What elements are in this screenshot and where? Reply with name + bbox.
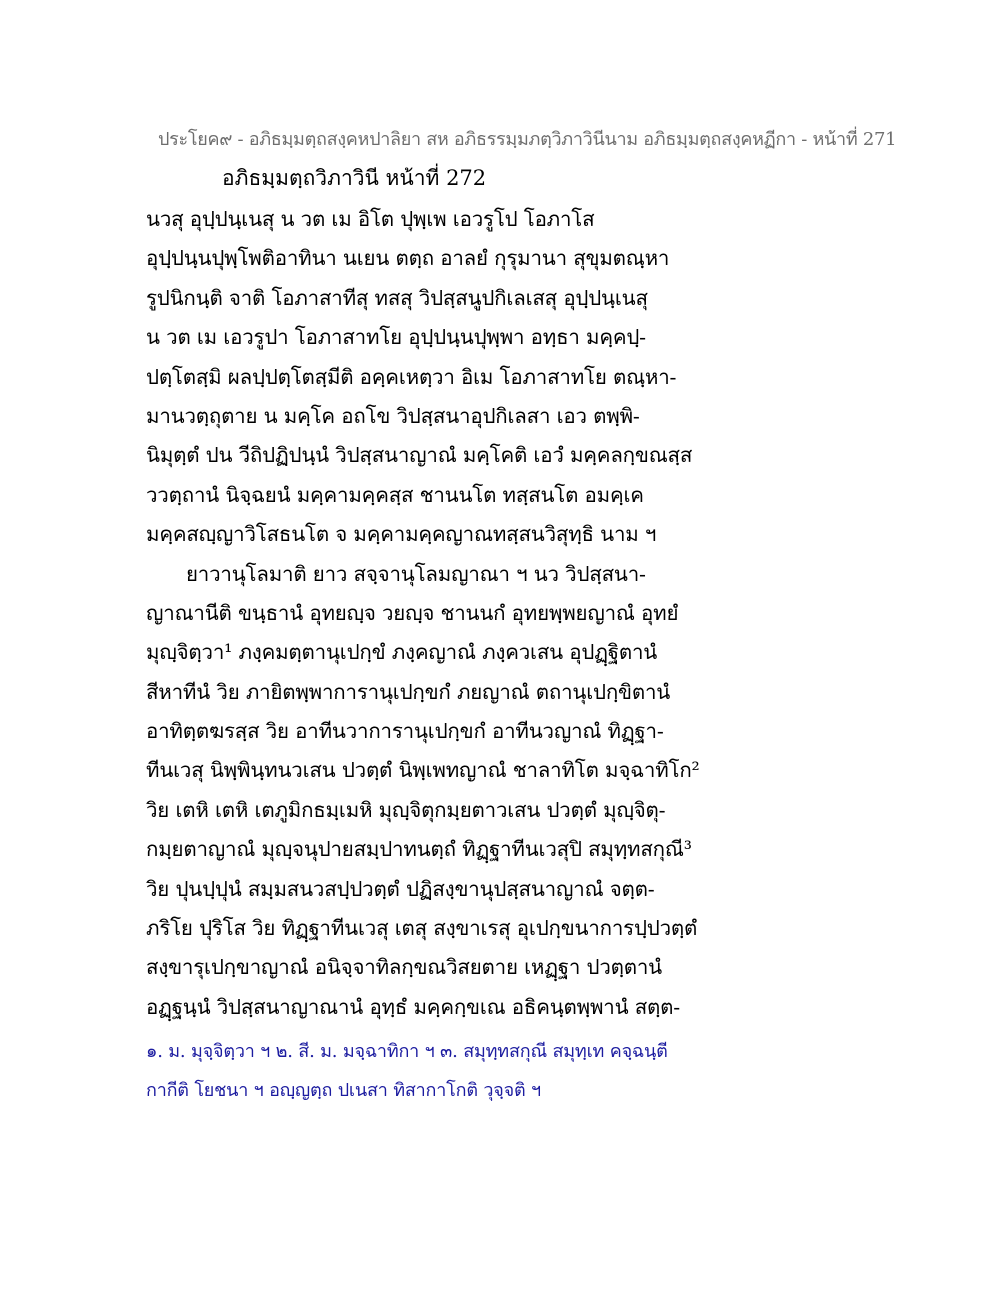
body-line: ญาณานีติ ขนฺธานํ อุทยญฺจ วยญฺจ ชานนกํ อุทยพฺพยญาณํ อุทยํ — [146, 600, 679, 625]
body-line: น วต เม เอวรูปา โอภาสาทโย อุปฺปนฺนปุพฺพา อทฺธา มคฺคปฺ- — [146, 325, 646, 350]
footnotes — [146, 1032, 846, 1110]
body-line: นิมุตฺตํ ปน วีถิปฏิปนฺนํ วิปสฺสนาญาณํ มคฺโคติ เอวํ มคฺคลกฺขณสฺส — [146, 443, 693, 468]
body-line: ทีนเวสุ นิพฺพินฺทนวเสน ปวตฺตํ นิพฺเพทญาณํ ชาลาทิโต มจฺฉาทิโก² — [146, 758, 700, 783]
body-line: ปตฺโตสฺมิ ผลปฺปตฺโตสฺมีติ อคฺคเหตฺวา อิเม โอภาสาทโย ตณฺหา- — [146, 364, 677, 389]
body-line: รูปนิกนฺติ จาติ โอภาสาทีสุ ทสสุ วิปสฺสนูปกิเลเสสุ อุปฺปนฺเนสุ — [146, 285, 648, 310]
body-line: ภริโย ปุริโส วิย ทิฏฺฐาทีนเวสุ เตสุ สงฺขาเรสุ อุเปกฺขนาการปฺปวตฺตํ — [146, 916, 698, 941]
body-line: วิย ปุนปฺปุนํ สมฺมสนวสปฺปวตฺตํ ปฏิสงฺขานุปสฺสนาญาณํ จตฺต- — [146, 876, 655, 901]
body-line: นวสุ อุปฺปนฺเนสุ น วต เม อิโต ปุพฺเพ เอวรูโป โอภาโส — [146, 207, 595, 231]
body-text — [146, 200, 846, 1027]
body-line: วิย เตหิ เตหิ เตภูมิกธมฺเมหิ มุญฺจิตุกมฺยตาวเสน ปวตฺตํ มุญฺจิตุ- — [146, 797, 666, 822]
page-heading: อภิธมฺมตฺถวิภาวินี หน้าที่ 272 — [222, 166, 487, 190]
footnote-line: ๑. ม. มุจฺจิตฺวา ฯ ๒. สี. ม. มจฺฉาทิกา ฯ ๓. สมุทฺทสกุณี สมุทฺเท คจฺฉนฺตี — [146, 1041, 668, 1062]
body-line: กมฺยตาญาณํ มุญฺจนุปายสมฺปาทนตฺถํ ทิฏฺฐาทีนเวสุปิ สมุทฺทสกุณี³ — [146, 837, 692, 862]
body-line: อาทิตฺตฆรสฺส วิย อาทีนวาการานุเปกฺขกํ อาทีนวญาณํ ทิฏฺฐา- — [146, 719, 664, 744]
body-line: สงฺขารุเปกฺขาญาณํ อนิจฺจาทิลกฺขณวิสยตาย เหฏฺฐา ปวตฺตานํ — [146, 955, 662, 980]
paragraph-start-line: ยาวานุโลมาติ ยาว สจฺจานุโลมญาณา ฯ นว วิปสฺสนา- — [186, 561, 646, 586]
body-line: สีหาทีนํ วิย ภายิตพฺพาการานุเปกฺขกํ ภยญาณํ ตถานุเปกฺขิตานํ — [146, 679, 671, 704]
body-line: ววตฺถานํ นิจฺฉยนํ มคฺคามคฺคสฺส ชานนโต ทสฺสนโต อมคฺเค — [146, 482, 644, 507]
footnote-line: กากีติ โยชนา ฯ อญฺญตฺถ ปเนสา ทิสากาโกติ วุจฺจติ ฯ — [146, 1080, 541, 1101]
body-line: อุปฺปนฺนปุพฺโพติอาทินา นเยน ตตฺถ อาลยํ กุรุมานา สุขุมตณฺหา — [146, 246, 670, 271]
running-header: ประโยค๙ - อภิธมฺมตฺถสงฺคหปาลิยา สห อภิธรรมฺมภตฺวิภาวินีนาม อภิธมฺมตฺถสงฺคหฏีกา - หน้าที่ 271 — [158, 129, 897, 150]
body-line: มคฺคสญฺญาวิโสธนโต จ มคฺคามคฺคญาณทสฺสนวิสุทฺธิ นาม ฯ — [146, 522, 657, 547]
body-line: อฏฺฐนฺนํ วิปสฺสนาญาณานํ อุทฺธํ มคฺคกฺขเณ อธิคนฺตพฺพานํ สตฺต- — [146, 994, 680, 1019]
body-line: มุญฺจิตฺวา¹ ภงฺคมตฺตานุเปกฺขํ ภงฺคญาณํ ภงฺควเสน อุปฏฺฐิตานํ — [146, 640, 658, 665]
body-line: มานวตฺถุตาย น มคฺโค อถโข วิปสฺสนาอุปกิเลสา เอว ตพฺพิ- — [146, 403, 640, 428]
